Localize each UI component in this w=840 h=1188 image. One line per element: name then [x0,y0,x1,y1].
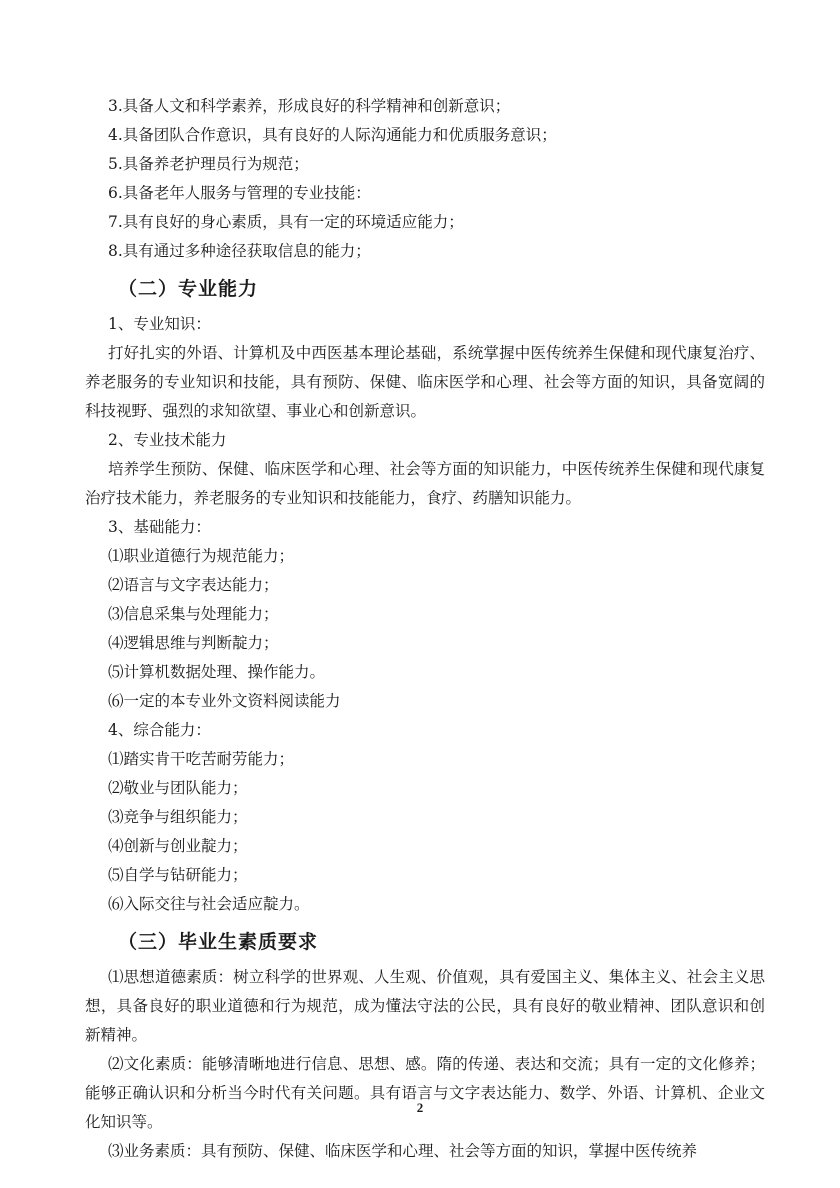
document-body [85,92,765,1166]
basic-ability-list [85,542,765,716]
paragraph-cultural-quality: ⑵文化素质：能够清晰地进行信息、思想、感。隋的传递、表达和交流；具有一定的文化修养；能够正确认识和分析当今时代有关问题。具有语言与文字表达能力、数学、外语、计算机、企业文化知识等。 [85,1055,765,1131]
list-item: 5.具备养老护理员行为规范； [108,155,309,173]
paragraph-technical: 培养学生预防、保健、临床医学和心理、社会等方面的知识能力，中医传统养生保健和现代康复治疗技术能力，养老服务的专业知识和技能能力，食疗、药膳知识能力。 [85,460,765,507]
list-item: ⑷创新与创业靛力； [108,837,248,855]
list-item: ⑵敬业与团队能力； [108,779,248,797]
list-item: ⑴踏实肯干吃苦耐劳能力； [108,750,295,768]
list-item: 4.具备团队合作意识，具有良好的人际沟通能力和优质服务意识； [108,126,557,144]
section-heading-graduate: （三）毕业生素质要求 [118,931,319,953]
comprehensive-ability-list [85,745,765,919]
paragraph-professional-quality: ⑶业务素质：具有预防、保健、临床医学和心理、社会等方面的知识，掌握中医传统养 [108,1142,698,1160]
list-item: ⑴职业道德行为规范能力； [108,547,295,565]
list-item: ⑸自学与钻研能力； [108,866,248,884]
page-number: 2 [416,1100,424,1115]
subsection-label-knowledge: 1、专业知识： [108,315,211,333]
list-item: 3.具备人文和科学素养，形成良好的科学精神和创新意识； [108,97,511,115]
paragraph-knowledge: 打好扎实的外语、计算机及中西医基本理论基础，系统掌握中医传统养生保健和现代康复治疗、养老服务的专业知识和技能，具有预防、保健、临床医学和心理、社会等方面的知识，具备宽阔的科技视野、强烈的求知欲望、事业心和创新意识。 [85,344,765,420]
list-item: ⑶竞争与组织能力； [108,808,248,826]
subsection-label-basic: 3、基础能力： [108,518,211,536]
list-item: ⑵语言与文字表达能力； [108,576,279,594]
list-item: ⑸计算机数据处理、操作能力。 [108,663,326,681]
subsection-label-comprehensive: 4、综合能力： [108,721,211,739]
subsection-label-technical: 2、专业技术能力 [108,431,227,449]
section-heading-ability: （二）专业能力 [118,278,259,300]
list-item: ⑶信息采集与处理能力； [108,605,279,623]
list-item: ⑹入际交往与社会适应靛力。 [108,895,310,913]
list-item: 7.具有良好的身心素质，具有一定的环境适应能力； [108,213,464,231]
list-item: ⑹一定的本专业外文资料阅读能力 [108,692,341,710]
list-item: 6.具备老年人服务与管理的专业技能： [108,184,371,202]
list-item: ⑷逻辑思维与判断靛力； [108,634,279,652]
list-item: 8.具有通过多种途径获取信息的能力； [108,242,371,260]
qualities-list [85,92,765,266]
paragraph-moral-quality: ⑴思想道德素质：树立科学的世界观、人生观、价值观，具有爱国主义、集体主义、社会主义思想，具备良好的职业道德和行为规范，成为懂法守法的公民，具有良好的敬业精神、团队意识和创新精神。 [85,968,765,1044]
